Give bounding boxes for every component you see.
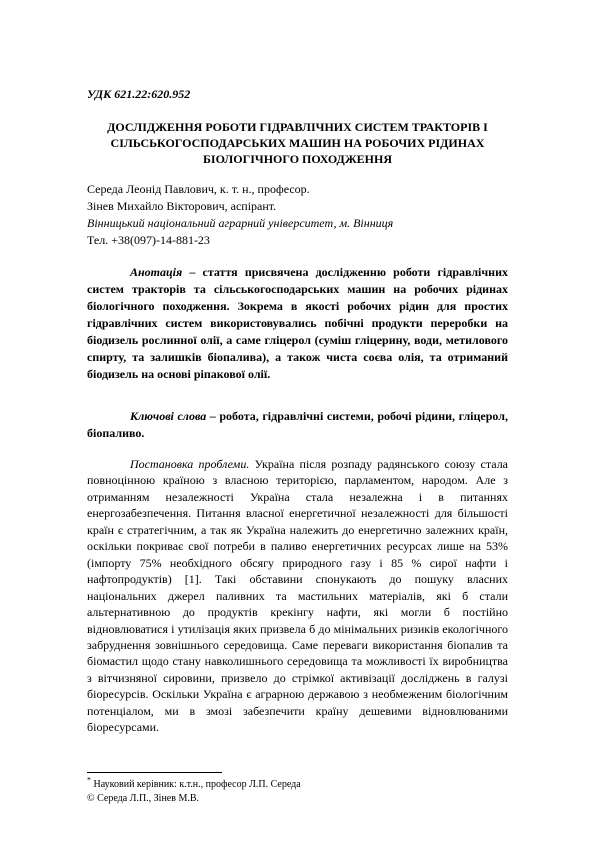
author-2: Зінев Михайло Вікторович, аспірант.: [87, 199, 277, 213]
section-lead: Постановка проблеми.: [130, 457, 250, 471]
body-text: Україна після розпаду радянського союзу стала повноцінною країною з власною територією, парламентом, народом. Але з отриманням незалежності Україна стала незалежна і в питаннях енергозабезпечення. Питання власної енергетичної незалежності для більшості країн є стратегічним, а так як Україна належить до енергетично залежних країн, оскільки покриває свої потреби в паливо енергетичних ресурсах лише на 53% (імпорту 75% необхідного обсягу природного газу і 85 % сирої нафти і нафтопродуктів) [1]. Такі обставини спонукають до пошуку власних національних джерел паливних та мастильних матеріалів, які б стали альтернативною до продуктів крекінгу нафти, які могли б постійно відновлюватися і утилізація яких призвела б до мінімальних ризиків екологічного забруднення зовнішнього середовища. Саме переваги використання біопалив та біомастил щодо стану навколишнього середовища та можливості їх виробництва з вітчизняної сировини, призвело до стрімкої активізації досліджень в галузі біоресурсів. Оскільки Україна є аграрною державою з необмеженим біологічним потенціалом, ми в змозі забезпечити країну дешевими відновлюваними біоресурсами.: [87, 457, 509, 735]
abstract: [87, 264, 508, 383]
abstract-text: – стаття присвячена дослідженню роботи гідравлічних систем тракторів та сільськогосподарських машин на робочих рідинах біологічного походження. Зокрема в якості робочих рідин для простих гідравлічних систем використовувались побічні продукти переробки на біодизель рослинної олії, а саме гліцерол (суміш гліцерину, води, метилового спирту, та залишків біопалива), а також чиста соєва олія, та отриманий біодизель на основі ріпакової олії.: [87, 265, 508, 381]
phone: Тел. +38(097)-14-881-23: [87, 233, 210, 247]
udk-code: УДК 621.22:620.952: [87, 87, 191, 101]
affiliation: Вінницький національний аграрний університет, м. Вінниця: [87, 216, 394, 230]
footnote-divider: [87, 772, 222, 773]
keywords-label: Ключові слова: [130, 409, 207, 423]
keywords-text: – робота, гідравлічні системи, робочі рідини, гліцерол, біопаливо.: [87, 409, 508, 440]
footnote-copyright: © Середа Л.П., Зінев М.В.: [87, 793, 200, 804]
footnote-mark: *: [87, 775, 91, 785]
author-1: Середа Леонід Павлович, к. т. н., професор.: [87, 182, 310, 196]
paper-title: ДОСЛІДЖЕННЯ РОБОТИ ГІДРАВЛІЧНИХ СИСТЕМ ТРАКТОРІВ І СІЛЬСЬКОГОСПОДАРСЬКИХ МАШИН НА РОБОЧИХ РІДИНАХ БІОЛОГІЧНОГО ПОХОДЖЕННЯ: [107, 120, 488, 166]
body-paragraph: [87, 456, 508, 736]
footnote-advisor-text: Науковий керівник: к.т.н., професор Л.П. Середа: [91, 779, 301, 790]
author-block: [87, 181, 508, 249]
footnote: [87, 775, 508, 806]
keywords: [87, 408, 508, 442]
abstract-label: Анотація: [130, 265, 183, 279]
footnote-advisor: [87, 775, 508, 792]
